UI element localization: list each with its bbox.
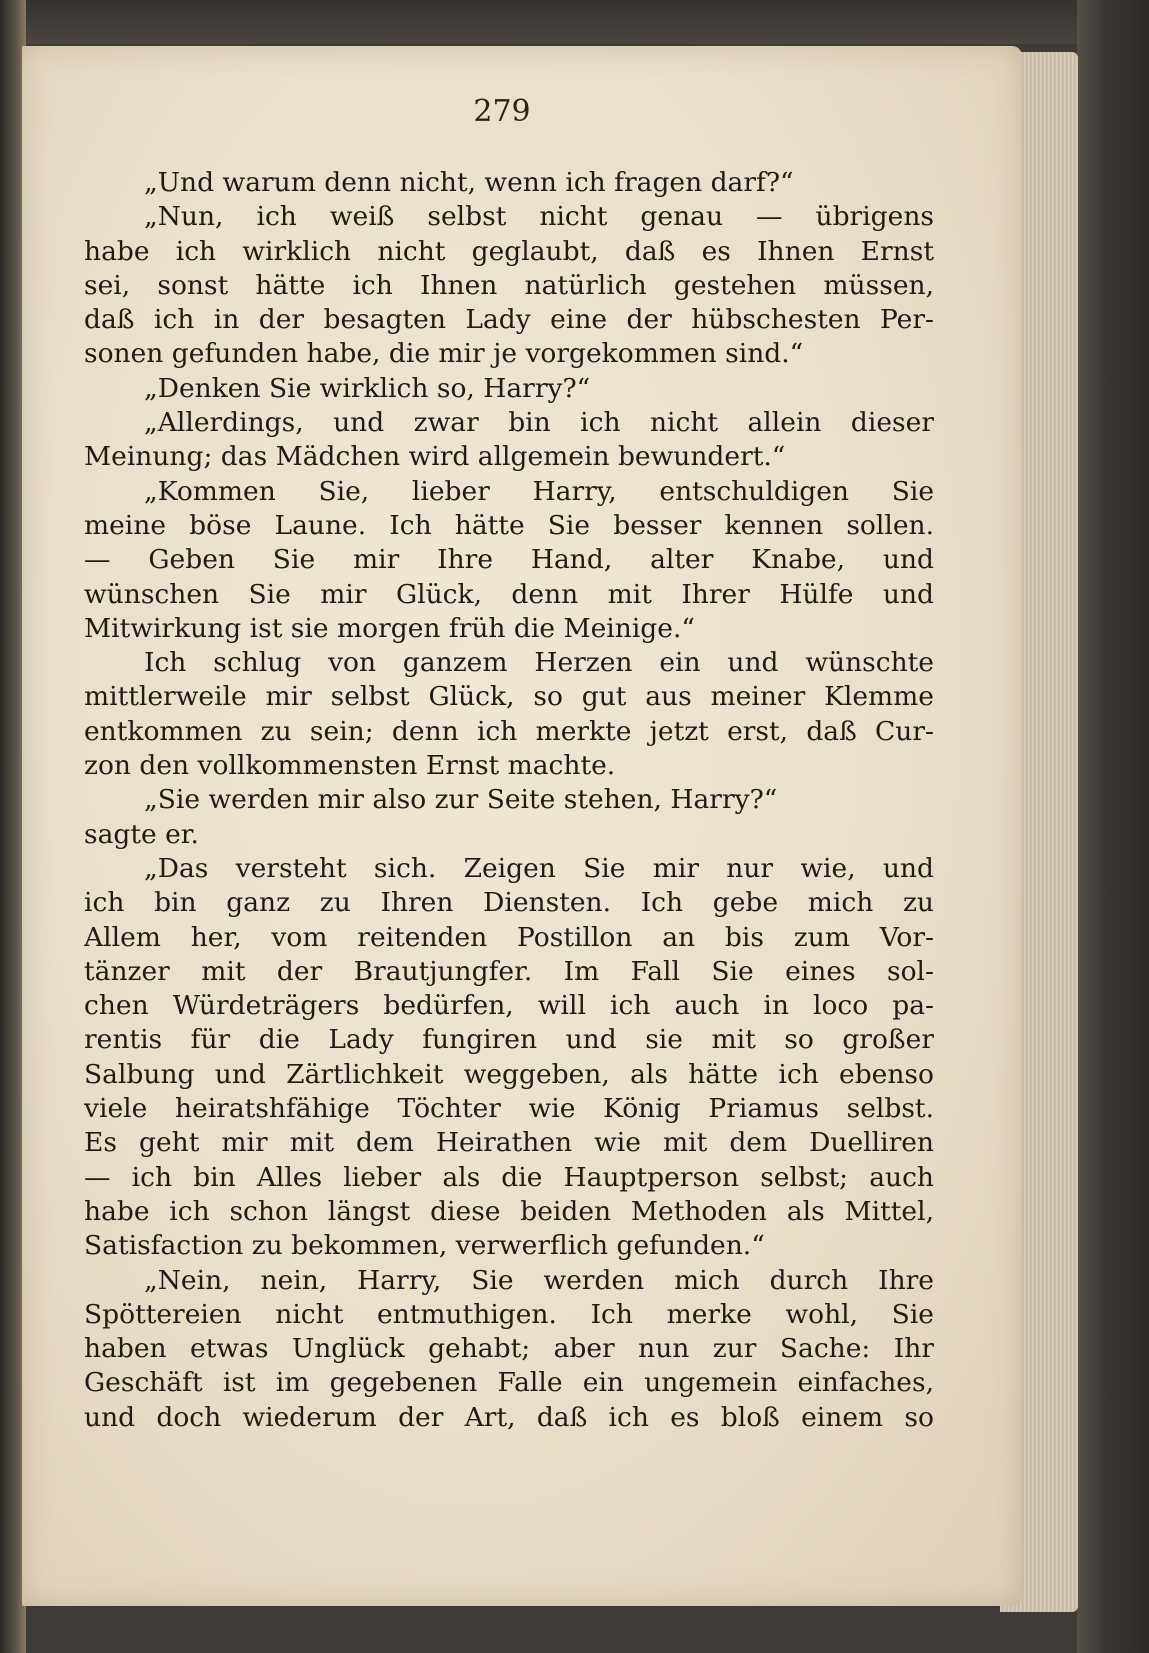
text-line: entkommen zu sein; denn ich merkte jetzt erst, daß Cur- — [84, 715, 934, 747]
text-line: „Das versteht sich. Zeigen Sie mir nur wie, und — [144, 852, 934, 884]
text-line: rentis für die Lady fungiren und sie mit so großer — [84, 1024, 934, 1056]
text-line: ich bin ganz zu Ihren Diensten. Ich gebe mich zu — [84, 887, 934, 919]
text-line: Allem her, vom reitenden Postillon an bis zum Vor- — [84, 921, 934, 953]
text-line: „Nun, ich weiß selbst nicht genau — übrigens — [144, 201, 934, 233]
text-line: Salbung und Zärtlichkeit weggeben, als hätte ich ebenso — [84, 1058, 934, 1090]
text-line: Meinung; das Mädchen wird allgemein bewundert.“ — [84, 441, 786, 473]
book-cover-right-edge — [1077, 0, 1149, 1653]
text-line: meine böse Laune. Ich hätte Sie besser kennen sollen. — [84, 509, 934, 541]
text-line: Spöttereien nicht entmuthigen. Ich merke wohl, Sie — [84, 1298, 934, 1330]
text-line: sei, sonst hätte ich Ihnen natürlich gestehen müssen, — [84, 269, 934, 301]
text-line: chen Würdeträgers bedürfen, will ich auch in loco pa- — [84, 990, 934, 1022]
text-line: Mitwirkung ist sie morgen früh die Meinige.“ — [84, 612, 695, 644]
text-line: und doch wiederum der Art, daß ich es bloß einem so — [84, 1401, 934, 1433]
text-line: habe ich schon längst diese beiden Methoden als Mittel, — [84, 1195, 934, 1227]
text-line: — ich bin Alles lieber als die Hauptperson selbst; auch — [84, 1161, 934, 1193]
text-line: zon den vollkommensten Ernst machte. — [84, 750, 616, 782]
text-line: „Nein, nein, Harry, Sie werden mich durch Ihre — [144, 1264, 934, 1296]
text-line: Geschäft ist im gegebenen Falle ein ungemein einfaches, — [84, 1367, 934, 1399]
text-line: sonen gefunden habe, die mir je vorgekommen sind.“ — [84, 338, 804, 370]
text-line: „Allerdings, und zwar bin ich nicht allein dieser — [144, 407, 934, 439]
text-line: „Und warum denn nicht, wenn ich fragen darf?“ — [144, 167, 794, 198]
text-line: habe ich wirklich nicht geglaubt, daß es Ihnen Ernst — [84, 235, 934, 267]
text-line: „Denken Sie wirklich so, Harry?“ — [144, 372, 591, 404]
text-line: mittlerweile mir selbst Glück, so gut aus meiner Klemme — [84, 681, 934, 713]
book-cover-top-edge — [0, 0, 1149, 44]
text-line: Es geht mir mit dem Heirathen wie mit dem Duelliren — [84, 1127, 934, 1159]
page-number: 279 — [473, 94, 531, 129]
book-page — [22, 46, 1022, 1606]
text-line: haben etwas Unglück gehabt; aber nun zur Sache: Ihr — [84, 1333, 934, 1365]
text-line: viele heiratshfähige Töchter wie König Priamus selbst. — [84, 1093, 934, 1125]
text-line: wünschen Sie mir Glück, denn mit Ihrer Hülfe und — [84, 578, 934, 610]
text-line: sagte er. — [84, 818, 199, 850]
text-line: „Sie werden mir also zur Seite stehen, Harry?“ — [144, 784, 778, 816]
text-line: Ich schlug von ganzem Herzen ein und wünschte — [144, 647, 934, 679]
page-text-block — [84, 166, 934, 1435]
text-line: Satisfaction zu bekommen, verwerflich gefunden.“ — [84, 1230, 765, 1262]
text-line: daß ich in der besagten Lady eine der hübschesten Per- — [84, 304, 934, 336]
text-line: „Kommen Sie, lieber Harry, entschuldigen Sie — [144, 475, 934, 507]
text-line: — Geben Sie mir Ihre Hand, alter Knabe, und — [84, 544, 934, 576]
text-line: tänzer mit der Brautjungfer. Im Fall Sie eines sol- — [84, 955, 934, 987]
